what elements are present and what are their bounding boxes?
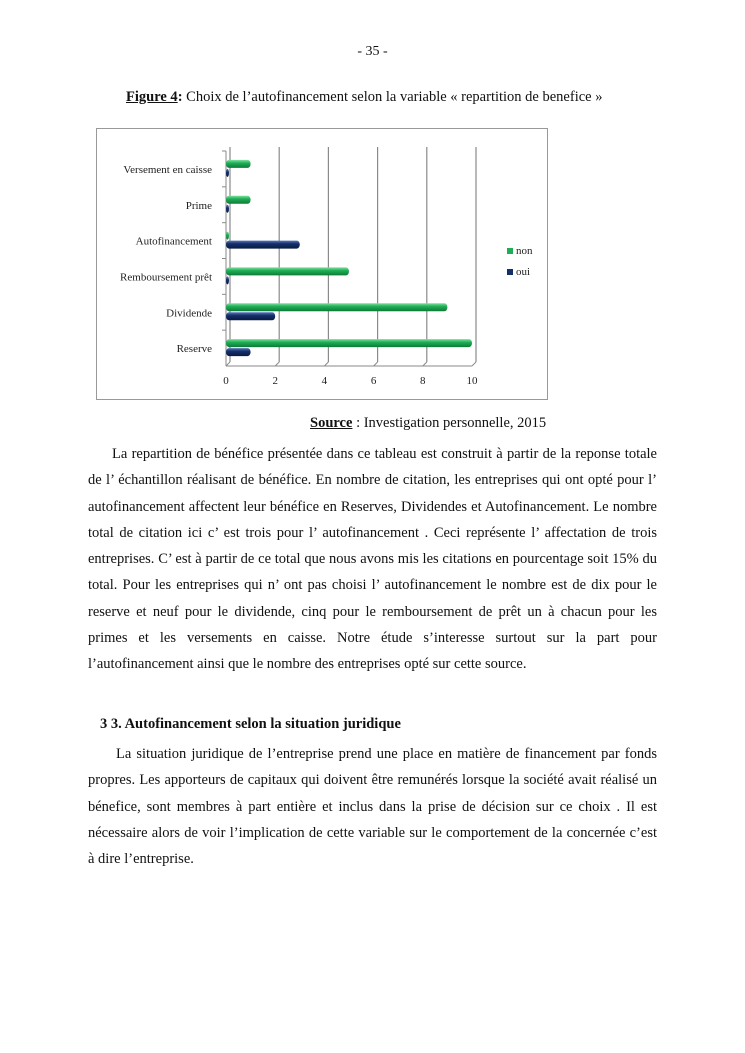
x-tick-label: 10 [466, 375, 478, 387]
category-label: Autofinancement [135, 235, 212, 248]
figure-caption-text: Choix de l’autofinancement selon la variable « repartition de benefice » [182, 89, 603, 105]
source-label: Source [310, 415, 353, 431]
legend-label-non: non [516, 245, 533, 257]
body-paragraph-1: La repartition de bénéfice présentée dans ce tableau est construit à partir de la reponse totale de l’ échantillon réalisant de bénéfice. En nombre de citation, les entreprises qui ont opté pour l’ autofinancement affectent leur bénéfice en Reserves, Dividendes et Autofinancement. Le nombre total de citation ici c’ est trois pour l’ autofinancement . Ceci représente l’ affectation de trois entreprises. C’ est à partir de ce total que nous avons mis les citations en pourcentage soit 15% du total. Pour les entreprises qui n’ ont pas choisi l’ autofinancement le nombre est de dix pour le reserve et neuf pour le dividende, cinq pour le remboursement de prêt un à chacun pour les primes et les versements en caisse. Notre étude s’interesse surtout sur la part pour l’autofinancement ainsi que le nombre des entreprises opté sur cette source. [88, 446, 657, 673]
bar-oui [226, 312, 275, 320]
figure-label: Figure 4 [126, 89, 178, 105]
legend-swatch-oui [507, 269, 513, 275]
bar-oui [226, 348, 251, 356]
x-tick-label: 2 [272, 375, 278, 387]
chart-svg [97, 129, 547, 399]
bar-non [226, 232, 229, 240]
x-tick-label: 8 [420, 375, 426, 387]
body-paragraph-2: La situation juridique de l’entreprise prend une place en matière de financement par fonds propres. Les apporteurs de capitaux qui doivent être remunérés lorsque la société avait réalisé un bénefice, sont membres à part entière et inclus dans la prise de décision sur ce choix . Il est nécessaire alors de voir l’implication de cette variable sur le comportement de la concernée c’est à dire l’entreprise. [88, 746, 657, 868]
page-number: - 35 - [357, 44, 388, 59]
category-label: Dividende [166, 307, 212, 320]
gridline-depth [226, 362, 230, 366]
category-label: Reserve [176, 343, 212, 356]
bar-chart [96, 128, 548, 400]
bar-oui [226, 169, 229, 177]
source-text: : Investigation personnelle, 2015 [352, 415, 547, 431]
bar-non [226, 160, 251, 168]
gridline-depth [472, 362, 476, 366]
bar-non [226, 303, 447, 311]
bar-oui [226, 241, 300, 249]
bar-oui [226, 276, 229, 284]
legend-label-oui: oui [516, 266, 531, 278]
gridline-depth [275, 362, 279, 366]
figure-caption [126, 89, 602, 106]
section-heading: 3 3. Autofinancement selon la situation juridique [100, 716, 401, 732]
category-label: Prime [185, 199, 212, 212]
bar-oui [226, 205, 229, 213]
gridline-depth [324, 362, 328, 366]
bar-non [226, 267, 349, 275]
bar-non [226, 196, 251, 204]
gridline-depth [423, 362, 427, 366]
figure-source [310, 415, 546, 432]
legend-swatch-non [507, 248, 513, 254]
figure-label-colon: : [177, 89, 183, 105]
category-label: Remboursement prêt [120, 271, 212, 284]
category-label: Versement en caisse [123, 163, 212, 176]
x-tick-label: 6 [370, 375, 377, 387]
gridline-depth [374, 362, 378, 366]
x-tick-label: 4 [321, 375, 328, 387]
bar-non [226, 339, 472, 347]
x-tick-label: 0 [223, 375, 229, 387]
